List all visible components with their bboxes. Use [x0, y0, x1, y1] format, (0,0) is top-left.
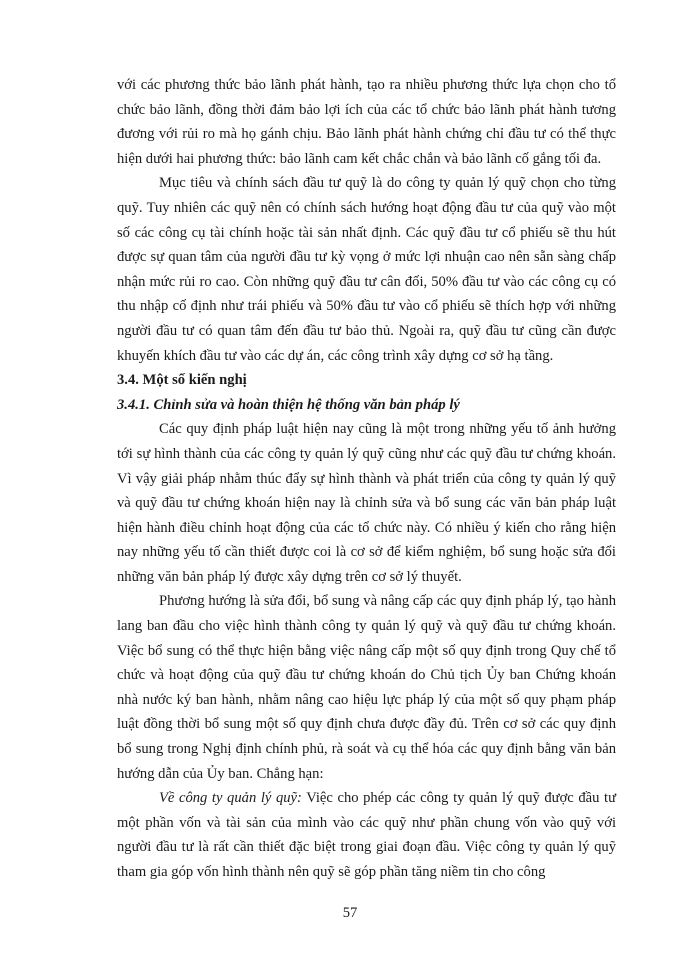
paragraph-fund-management-company	[117, 786, 616, 884]
inline-italic-lead: Về công ty quản lý quỹ:	[159, 790, 302, 807]
page-number: 57	[342, 905, 358, 921]
paragraph-legal-regulations: Các quy định pháp luật hiện nay cũng là một trong những yếu tố ảnh hưởng tới sự hình thành của các công ty quản lý quỹ cũng như các quỹ đầu tư chứng khoán. Vì vậy giải pháp nhằm thúc đẩy sự hình thành và phát triển của công ty quản lý quỹ và quỹ đầu tư chứng khoán hiện nay là chỉnh sửa và bổ sung các văn bản pháp luật hiện hành điều chỉnh hoạt động của các tổ chức này. Có nhiều ý kiến cho rằng hiện nay những yếu tố cần thiết được coi là cơ sở để kiểm nghiệm, bổ sung hoặc sửa đổi những văn bản pháp lý được xây dựng trên cơ sở lý thuyết.	[117, 421, 616, 585]
subsection-heading-3-4-1: 3.4.1. Chỉnh sửa và hoàn thiện hệ thống văn bản pháp lý	[117, 396, 460, 413]
paragraph-fund-management-text: Việc cho phép các công ty quản lý quỹ được đầu tư một phần vốn và tài sản của mình vào các quỹ như phần chung vốn vào quỹ với người đầu tư là rất cần thiết đặc biệt trong giai đoạn đầu. Việc công ty quản lý quỹ tham gia góp vốn hình thành nên quỹ sẽ góp phần tăng niềm tin cho công	[117, 790, 617, 880]
section-heading-3-4: 3.4. Một số kiến nghị	[117, 372, 247, 389]
paragraph-continuation: với các phương thức bảo lãnh phát hành, tạo ra nhiều phương thức lựa chọn cho tổ chức bảo lãnh, đồng thời đảm bảo lợi ích của các tổ chức bảo lãnh phát hành tương đương với rủi ro mà họ gánh chịu. Bảo lãnh phát hành chứng chỉ đầu tư có thể thực hiện dưới hai phương thức: bảo lãnh cam kết chắc chắn và bảo lãnh cố gắng tối đa.	[117, 77, 616, 167]
paragraph-investment-objectives: Mục tiêu và chính sách đầu tư quỹ là do công ty quản lý quỹ chọn cho từng quỹ. Tuy nhiên các quỹ nên có chính sách hướng hoạt động đầu tư của quỹ vào một số các công cụ tài chính hoặc tài sản nhất định. Các quỹ đầu tư cổ phiếu sẽ thu hút được sự quan tâm của người đầu tư kỳ vọng ở mức lợi nhuận cao nên sẵn sàng chấp nhận mức rủi ro cao. Còn những quỹ đầu tư cân đối, 50% đầu tư vào các công cụ có thu nhập cố định như trái phiếu và 50% đầu tư vào cổ phiếu sẽ thích hợp với những người đầu tư có quan tâm đến đầu tư bảo thủ. Ngoài ra, quỹ đầu tư cũng cần được khuyến khích đầu tư vào các dự án, các công trình xây dựng cơ sở hạ tầng.	[117, 175, 616, 364]
document-body	[117, 73, 616, 885]
paragraph-direction: Phương hướng là sửa đổi, bổ sung và nâng cấp các quy định pháp lý, tạo hành lang ban đầu cho việc hình thành công ty quản lý quỹ và quỹ đầu tư chứng khoán. Việc bổ sung có thể thực hiện bằng việc nâng cấp một số quy định trong Quy chế tổ chức và hoạt động của quỹ đầu tư chứng khoán do Chủ tịch Ủy ban Chứng khoán nhà nước ký ban hành, nhằm nâng cao hiệu lực pháp lý của một số quy phạm pháp luật đồng thời bổ sung một số quy định chưa được đầy đủ. Trên cơ sở các quy định bổ sung trong Nghị định chính phủ, rà soát và cụ thể hóa các quy định bằng văn bản hướng dẫn của Ủy ban. Chẳng hạn:	[117, 593, 616, 782]
